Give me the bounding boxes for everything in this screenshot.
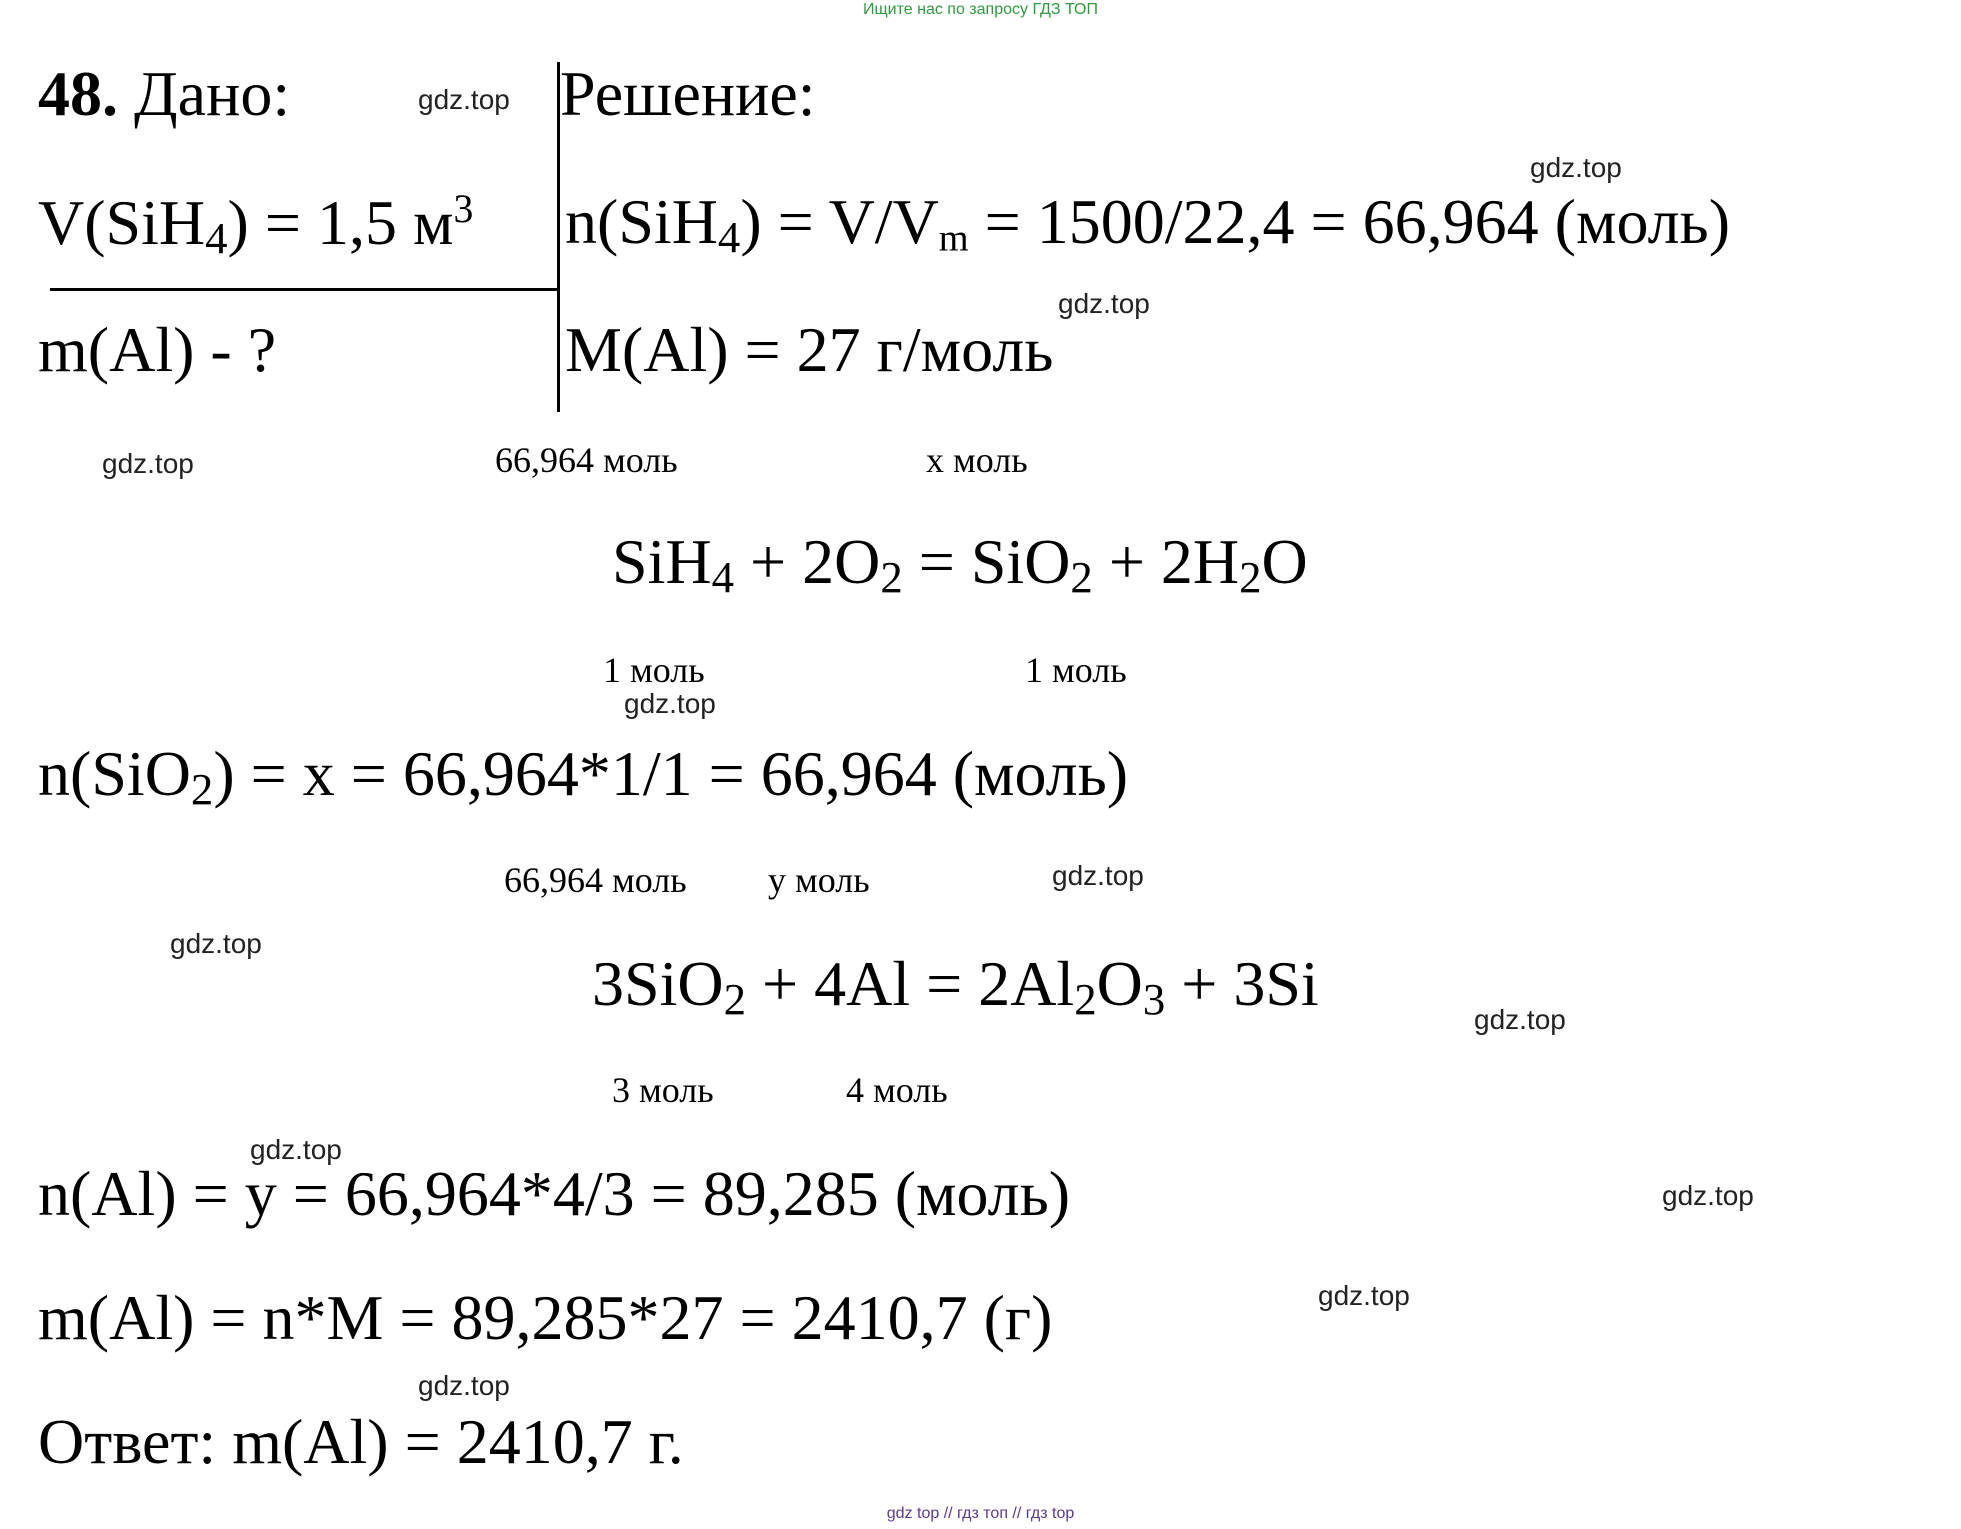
calc1-post: ) = x = 66,964*1/1 = 66,964 (моль) (213, 738, 1129, 809)
solution-moles-sih4 (565, 186, 1731, 262)
calc-moles-al: n(Al) = y = 66,964*4/3 = 89,285 (моль) (38, 1158, 1071, 1229)
problem-number: 48. (38, 58, 118, 129)
given-volume (38, 186, 474, 263)
watermark: gdz.top (1662, 1180, 1754, 1211)
watermark: gdz.top (1058, 288, 1150, 319)
sol1-a-sub: 4 (717, 211, 741, 262)
reaction1-equation (612, 526, 1308, 602)
watermark: gdz.top (624, 688, 716, 719)
r1-above-right: x моль (926, 440, 1028, 480)
r1-p2: + 2O (734, 526, 881, 597)
watermark: gdz.top (1474, 1004, 1566, 1035)
r2-below-left: 3 моль (612, 1070, 714, 1110)
sol1-c: = 1500/22,4 = 66,964 (моль) (968, 186, 1731, 257)
r1-below-right: 1 моль (1025, 650, 1127, 690)
given-volume-sup: 3 (453, 187, 474, 231)
r2-s2: 2 (1074, 973, 1097, 1024)
r1-p5: O (1261, 526, 1308, 597)
r1-s3: 2 (1070, 551, 1093, 602)
watermark: gdz.top (1318, 1280, 1410, 1311)
r1-s1: 4 (711, 551, 734, 602)
calc1-pre: n(SiO (38, 738, 191, 809)
calc-moles-sio2 (38, 738, 1129, 814)
r2-p2: + 4Al = 2Al (746, 948, 1075, 1019)
sol1-b-sub: m (938, 217, 969, 260)
r2-p1: 3SiO (592, 948, 724, 1019)
r1-p1: SiH (612, 526, 712, 597)
r2-p3: O (1096, 948, 1143, 1019)
r2-p4: + 3Si (1165, 948, 1319, 1019)
watermark: gdz.top (250, 1134, 342, 1165)
watermark: gdz.top (1530, 152, 1622, 183)
given-label: Дано: (134, 58, 291, 129)
answer: Ответ: m(Al) = 2410,7 г. (38, 1406, 684, 1477)
r2-s3: 3 (1142, 973, 1166, 1024)
given-unknown: m(Al) - ? (38, 314, 277, 385)
sol1-b: ) = V/V (740, 186, 939, 257)
solution-label: Решение: (560, 58, 816, 129)
r2-below-right: 4 моль (846, 1070, 948, 1110)
reaction2-equation (592, 948, 1319, 1024)
r1-above-left: 66,964 моль (495, 440, 678, 480)
r1-s2: 2 (880, 551, 903, 602)
calc-mass-al: m(Al) = n*M = 89,285*27 = 2410,7 (г) (38, 1282, 1053, 1353)
r1-below-left: 1 моль (603, 650, 705, 690)
given-volume-sub: 4 (205, 212, 228, 263)
sol1-a: n(SiH (565, 186, 718, 257)
given-solution-divider (557, 62, 560, 412)
r1-p3: = SiO (902, 526, 1071, 597)
search-banner: Ищите нас по запросу ГДЗ ТОП (863, 1, 1098, 18)
footer-links: gdz top // гдз топ // гдз top (886, 1505, 1075, 1522)
watermark: gdz.top (418, 84, 510, 115)
given-volume-pre: V(SiH (38, 186, 206, 258)
r1-s4: 2 (1239, 551, 1262, 602)
solution-molar-mass: M(Al) = 27 г/моль (565, 314, 1054, 385)
r2-s1: 2 (723, 973, 746, 1024)
given-volume-post: ) = 1,5 м (227, 186, 454, 258)
watermark: gdz.top (1052, 860, 1144, 891)
watermark: gdz.top (102, 448, 194, 479)
r2-above-right: y моль (768, 860, 870, 900)
r2-above-left: 66,964 моль (504, 860, 687, 900)
problem-header (38, 58, 291, 129)
given-underline (50, 288, 558, 291)
r1-p4: + 2H (1092, 526, 1240, 597)
calc1-sub: 2 (190, 763, 214, 814)
watermark: gdz.top (170, 928, 262, 959)
watermark: gdz.top (418, 1370, 510, 1401)
